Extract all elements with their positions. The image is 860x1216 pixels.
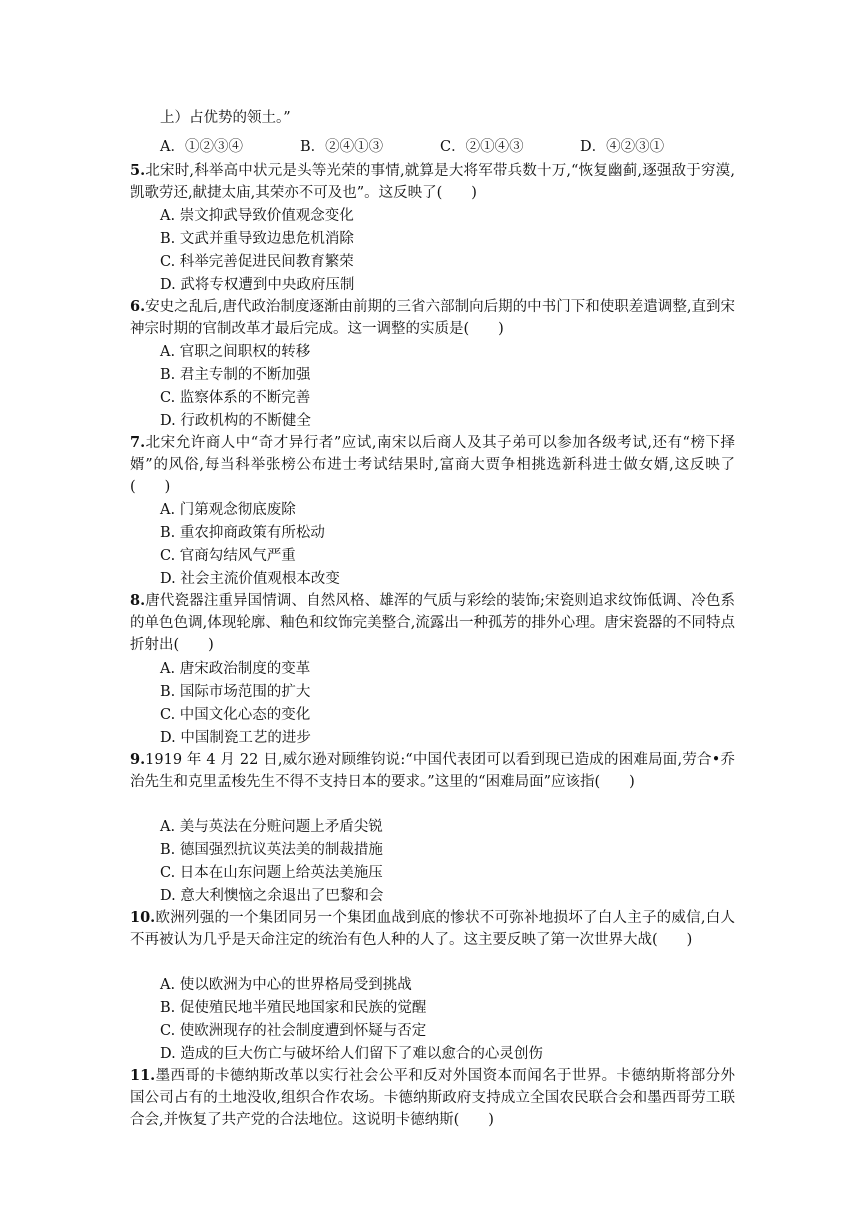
question-text: 唐代瓷器注重异国情调、自然风格、雄浑的气质与彩绘的装饰;宋瓷则追求纹饰低调、冷色系的单色色调,体现轮廓、釉色和纹饰完美整合,流露出一种孤芳的排外心理。唐宋瓷器的不同特点折射出( ) [130,593,735,653]
question-9-option-a: A. 美与英法在分赃问题上矛盾尖锐 [160,819,383,835]
question-8-option-d: D. 中国制瓷工艺的进步 [160,730,311,746]
question-10-stem [130,907,735,951]
option-b: B．②④①③ [300,139,384,155]
question-text: 欧洲列强的一个集团同另一个集团血战到底的惨状不可弥补地损坏了白人主子的威信,白人不再被认为几乎是天命注定的统治有色人种的人了。这主要反映了第一次世界大战( ) [130,910,735,948]
question-10-option-d: D. 造成的巨大伤亡与破坏给人们留下了难以愈合的心灵创伤 [160,1046,543,1062]
question-5-option-c: C. 科举完善促进民间教育繁荣 [160,254,354,270]
question-10-option-b: B. 促使殖民地半殖民地国家和民族的觉醒 [160,1000,427,1016]
question-6-option-c: C. 监察体系的不断完善 [160,390,311,406]
option-c: C．②①④③ [440,139,524,155]
question-9-option-c: C. 日本在山东问题上给英法美施压 [160,865,383,881]
question-number: 10. [130,909,156,926]
option-d: D．④②③① [580,139,665,155]
question-8-option-c: C. 中国文化心态的变化 [160,707,311,723]
question-9-option-d: D. 意大利懊恼之余退出了巴黎和会 [160,888,384,904]
question-number: 5. [130,162,146,179]
question-5-option-d: D. 武将专权遭到中央政府压制 [160,277,355,293]
question-5-option-b: B. 文武并重导致边患危机消除 [160,231,354,247]
question-9-stem [130,749,735,793]
question-number: 6. [130,298,146,315]
question-8-stem [130,590,735,656]
question-9-option-b: B. 德国强烈抗议英法美的制裁措施 [160,842,383,858]
question-7-stem [130,432,735,498]
continuation-text: 上）占优势的领土。” [160,110,291,126]
question-text: 墨西哥的卡德纳斯改革以实行社会公平和反对外国资本而闻名于世界。卡德纳斯将部分外国公司占有的土地没收,组织合作农场。卡德纳斯政府支持成立全国农民联合会和墨西哥劳工联合会,并恢复了共产党的合法地位。这说明卡德纳斯( ) [130,1068,735,1128]
question-text: 北宋时,科举高中状元是头等光荣的事情,就算是大将军带兵数十万,“恢复幽蓟,逐强敌于穷漠,凯歌劳还,献捷太庙,其荣亦不可及也”。这反映了( ) [130,163,735,201]
question-7-option-d: D. 社会主流价值观根本改变 [160,571,340,587]
question-6-option-a: A. 官职之间职权的转移 [160,344,311,360]
question-6-stem [130,296,735,340]
question-11-stem [130,1065,735,1131]
question-5-option-a: A. 崇文抑武导致价值观念变化 [160,208,354,224]
question-10-option-c: C. 使欧洲现存的社会制度遭到怀疑与否定 [160,1023,427,1039]
question-6-option-b: B. 君主专制的不断加强 [160,367,311,383]
continuation-options [160,136,720,158]
question-8-option-b: B. 国际市场范围的扩大 [160,684,311,700]
question-5-stem [130,160,735,204]
question-number: 11. [130,1067,156,1084]
question-7-option-c: C. 官商勾结风气严重 [160,548,296,564]
question-10-option-a: A. 使以欧洲为中心的世界格局受到挑战 [160,977,412,993]
question-number: 7. [130,434,146,451]
question-text: 北宋允许商人中“奇才异行者”应试,南宋以后商人及其子弟可以参加各级考试,还有“榜下择婿”的风俗,每当科举张榜公布进士考试结果时,富商大贾争相挑选新科进士做女婿,这反映了( ) [130,435,735,495]
question-number: 8. [130,592,146,609]
question-number: 9. [130,751,146,768]
question-8-option-a: A. 唐宋政治制度的变革 [160,661,311,677]
question-6-option-d: D. 行政机构的不断健全 [160,413,311,429]
option-a: A．①②③④ [160,139,243,155]
question-7-option-a: A. 门第观念彻底废除 [160,502,296,518]
question-7-option-b: B. 重农抑商政策有所松动 [160,525,325,541]
question-text: 安史之乱后,唐代政治制度逐渐由前期的三省六部制向后期的中书门下和使职差遣调整,直到宋神宗时期的官制改革才最后完成。这一调整的实质是( ) [130,299,735,337]
question-text: 1919 年 4 月 22 日,威尔逊对顾维钧说:“中国代表团可以看到现已造成的困难局面,劳合•乔治先生和克里孟梭先生不得不支持日本的要求。”这里的“困难局面”应该指( ) [130,752,735,790]
